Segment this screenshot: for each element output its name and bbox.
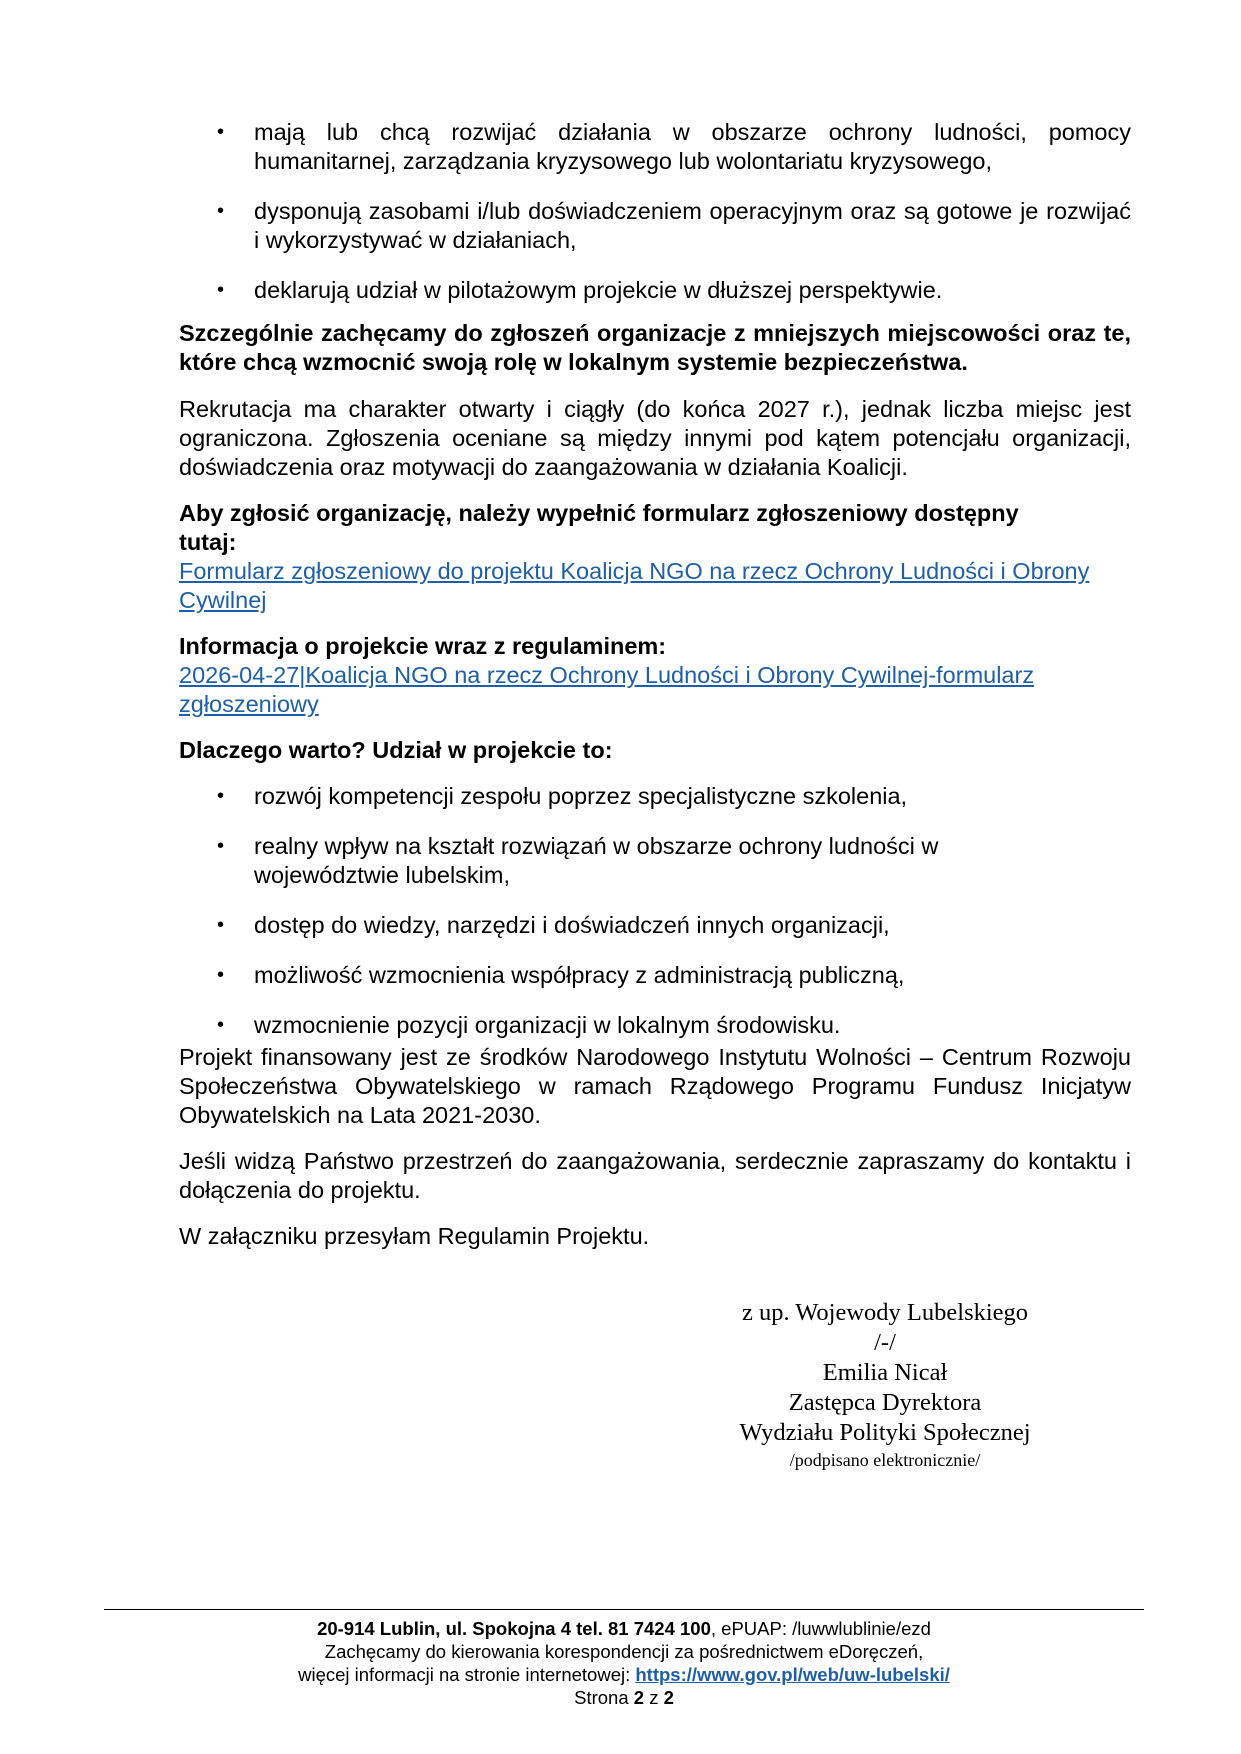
page-total: 2 — [663, 1687, 674, 1708]
encouragement-paragraph: Szczególnie zachęcamy do zgłoszeń organizacje z mniejszych miejscowości oraz te, które chcą wzmocnić swoją rolę w lokalnym systemie bezpieczeństwa. — [179, 320, 1131, 375]
list-item: • możliwość wzmocnienia współpracy z administracją publiczną, — [179, 961, 1131, 990]
page-separator: z — [644, 1687, 664, 1708]
signature-block — [700, 1298, 1070, 1472]
list-item: • realny wpływ na kształt rozwiązań w obszarze ochrony ludności w województwie lubelskim, — [179, 832, 974, 890]
footer-website-link[interactable]: https://www.gov.pl/web/uw-lubelski/ — [635, 1664, 950, 1685]
signature-authority: z up. Wojewody Lubelskiego — [741, 1299, 1029, 1326]
financing-paragraph: Projekt finansowany jest ze środków Narodowego Instytutu Wolności – Centrum Rozwoju Społeczeństwa Obywatelskiego w ramach Rządowego Programu Fundusz Inicjatyw Obywatelskich na Lata 2021-2030. — [179, 1044, 1131, 1128]
info-heading: Informacja o projekcie wraz z regulaminem: — [179, 633, 667, 659]
info-link[interactable]: 2026-04-27|Koalicja NGO na rzecz Ochrony Ludności i Obrony Cywilnej-formularz zgłoszeniowy — [179, 662, 1035, 717]
footer-website-line — [104, 1663, 1144, 1686]
footer-address: 20-914 Lublin, ul. Spokojna 4 tel. 81 7424 100 — [317, 1618, 711, 1639]
page-footer — [104, 1617, 1144, 1709]
signature-note: /podpisano elektronicznie/ — [789, 1450, 981, 1470]
footer-edoreczenia: Zachęcamy do kierowania korespondencji za pośrednictwem eDoręczeń, — [324, 1641, 924, 1662]
footer-epuap: , ePUAP: /luwwlublinie/ezd — [710, 1618, 931, 1639]
info-link-paragraph — [179, 661, 1131, 719]
form-link-paragraph — [179, 557, 1131, 615]
list-item: • dostęp do wiedzy, narzędzi i doświadczeń innych organizacji, — [179, 911, 1131, 940]
list-item: • wzmocnienie pozycji organizacji w lokalnym środowisku. — [179, 1011, 1131, 1040]
invitation-paragraph: Jeśli widzą Państwo przestrzeń do zaangażowania, serdecznie zapraszamy do kontaktu i dołączenia do projektu. — [179, 1148, 1131, 1203]
list-item: • deklarują udział w pilotażowym projekcie w dłuższej perspektywie. — [179, 276, 1131, 305]
footer-website-label: więcej informacji na stronie internetowej: — [298, 1664, 636, 1685]
list-item: • rozwój kompetencji zespołu poprzez specjalistyczne szkolenia, — [179, 782, 1131, 811]
form-link[interactable]: Formularz zgłoszeniowy do projektu Koalicja NGO na rzecz Ochrony Ludności i Obrony Cywilnej — [179, 558, 1090, 613]
list-item: • mają lub chcą rozwijać działania w obszarze ochrony ludności, pomocy humanitarnej, zarządzania kryzysowego lub wolontariatu kryzysowego, — [179, 118, 1131, 176]
why-heading: Dlaczego warto? Udział w projekcie to: — [179, 737, 613, 763]
recruitment-paragraph: Rekrutacja ma charakter otwarty i ciągły (do końca 2027 r.), jednak liczba miejsc jest ograniczona. Zgłoszenia oceniane są między innymi pod kątem potencjału organizacji, doświadczenia oraz motywacji do zaangażowania w działania Koalicji. — [179, 396, 1131, 480]
page-number — [104, 1686, 1144, 1709]
form-heading: Aby zgłosić organizację, należy wypełnić formularz zgłoszeniowy dostępny tutaj: — [179, 500, 1019, 555]
letter-body — [179, 118, 1131, 1251]
page-current: 2 — [633, 1687, 645, 1708]
signatory-name: Emilia Nicał — [822, 1359, 948, 1386]
benefits-list — [179, 782, 1131, 1040]
list-item: • dysponują zasobami i/lub doświadczeniem operacyjnym oraz są gotowe je rozwijać i wykorzystywać w działaniach, — [179, 197, 1131, 255]
footer-divider — [104, 1609, 1144, 1610]
signatory-department: Wydziału Polityki Społecznej — [739, 1419, 1031, 1446]
signatory-title: Zastępca Dyrektora — [788, 1389, 982, 1416]
attachment-note: W załączniku przesyłam Regulamin Projektu. — [179, 1223, 650, 1249]
eligibility-list — [179, 118, 1131, 305]
signature-mark: /-/ — [874, 1329, 896, 1356]
page-label: Strona — [574, 1687, 634, 1708]
footer-address-line — [104, 1617, 1144, 1640]
